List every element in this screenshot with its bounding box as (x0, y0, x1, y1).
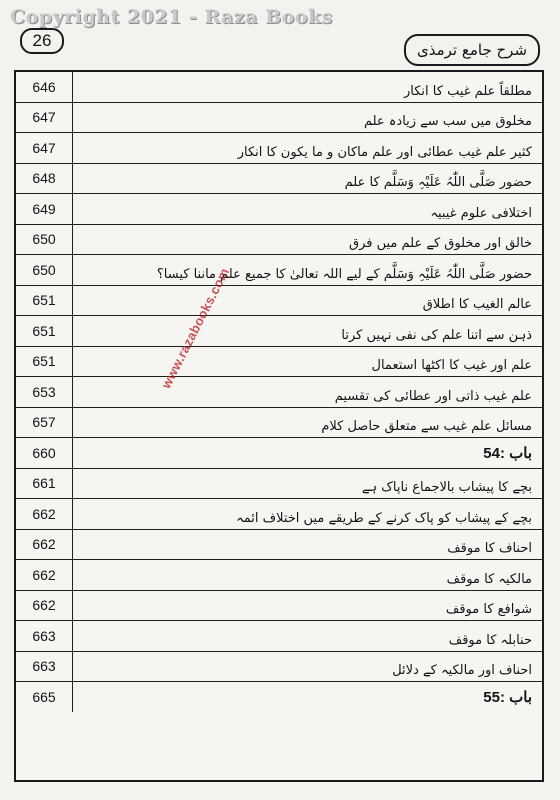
topic-title: عالم الغیب کا اطلاق (422, 297, 532, 312)
toc-row (16, 164, 542, 195)
toc-row (16, 194, 542, 225)
page-ref: 647 (16, 103, 73, 133)
topic-title: مسائل علم غیب سے متعلق حاصل کلام (321, 419, 532, 434)
topic-title: مالکیہ کا موقف (446, 571, 532, 587)
page-ref: 657 (16, 408, 73, 438)
topic-title: حنابلہ کا موقف (448, 632, 532, 648)
toc-row (16, 499, 542, 530)
topic-title: شوافع کا موقف (445, 602, 532, 617)
toc-row (16, 316, 542, 347)
toc-row (16, 408, 542, 439)
topic-title: احناف کا موقف (447, 541, 532, 556)
toc-row (16, 255, 542, 286)
page-ref: 651 (16, 286, 73, 316)
page-ref: 647 (16, 133, 73, 163)
page-ref: 662 (16, 530, 73, 560)
page-ref: 663 (16, 652, 73, 682)
copyright-watermark: Copyright 2021 - Raza Books (10, 6, 333, 28)
page-ref: 646 (16, 72, 73, 102)
page-ref: 650 (16, 225, 73, 255)
topic-title: مطلقاً علم غیب کا انکار (404, 83, 532, 99)
page-ref: 660 (16, 438, 73, 468)
topic-title: بچے کا پیشاب بالاجماع ناپاک ہے (361, 480, 532, 495)
topic-title: علم غیب ذاتی اور عطائی کی تقسیم (334, 388, 532, 404)
toc-row (16, 133, 542, 164)
page-ref: 662 (16, 591, 73, 621)
chapter-heading-row (16, 682, 542, 712)
page-ref: 651 (16, 316, 73, 346)
toc-row (16, 530, 542, 561)
toc-row (16, 621, 542, 652)
book-title: شرح جامع ترمذی (404, 34, 540, 66)
topic-title: خالق اور مخلوق کے علم میں فرق (349, 236, 532, 251)
site-watermark: www.razabooks.com (158, 265, 233, 391)
page-ref: 663 (16, 621, 73, 651)
topic-title: مخلوق میں سب سے زیادہ علم (363, 114, 532, 129)
page-ref: 662 (16, 499, 73, 529)
toc-row (16, 347, 542, 378)
topic-title: احناف اور مالکیہ کے دلائل (392, 663, 532, 678)
chapter-title: باب :54 (483, 444, 532, 462)
page-ref: 662 (16, 560, 73, 590)
page-ref: 653 (16, 377, 73, 407)
toc-row (16, 560, 542, 591)
topic-title: اختلافی علوم غیبیہ (430, 205, 532, 221)
page-ref: 648 (16, 164, 73, 194)
page-ref: 651 (16, 347, 73, 377)
page-ref: 665 (16, 682, 73, 712)
toc-row (16, 72, 542, 103)
topic-title: علم اور غیب کا اکٹھا استعمال (371, 358, 532, 373)
toc-row (16, 377, 542, 408)
toc-row (16, 225, 542, 256)
toc-row (16, 591, 542, 622)
page-ref: 661 (16, 469, 73, 499)
page-number: 26 (20, 28, 64, 54)
toc-row (16, 103, 542, 134)
table-of-contents (14, 70, 544, 782)
page-ref: 649 (16, 194, 73, 224)
toc-row (16, 652, 542, 683)
topic-title: حضور صَلَّی اللّٰہُ عَلَیْہِ وَسَلَّم کا علم (344, 175, 532, 190)
topic-title: حضور صَلَّی اللّٰہُ عَلَیْہِ وَسَلَّم کے لیے اللہ تعالیٰ کا جمیع علم ماننا کیسا؟ (156, 266, 532, 282)
topic-title: بچے کے پیشاب کو پاک کرنے کے طریقے میں اختلاف ائمہ (236, 510, 532, 526)
topic-title: ذہن سے اتنا علم کی نفی نہیں کرتا (341, 327, 532, 343)
topic-title: کثیر علم غیب عطائی اور علم ماکان و ما یکون کا انکار (237, 144, 532, 160)
page-ref: 650 (16, 255, 73, 285)
toc-row (16, 469, 542, 500)
chapter-heading-row (16, 438, 542, 469)
toc-row (16, 286, 542, 317)
chapter-title: باب :55 (483, 688, 532, 706)
